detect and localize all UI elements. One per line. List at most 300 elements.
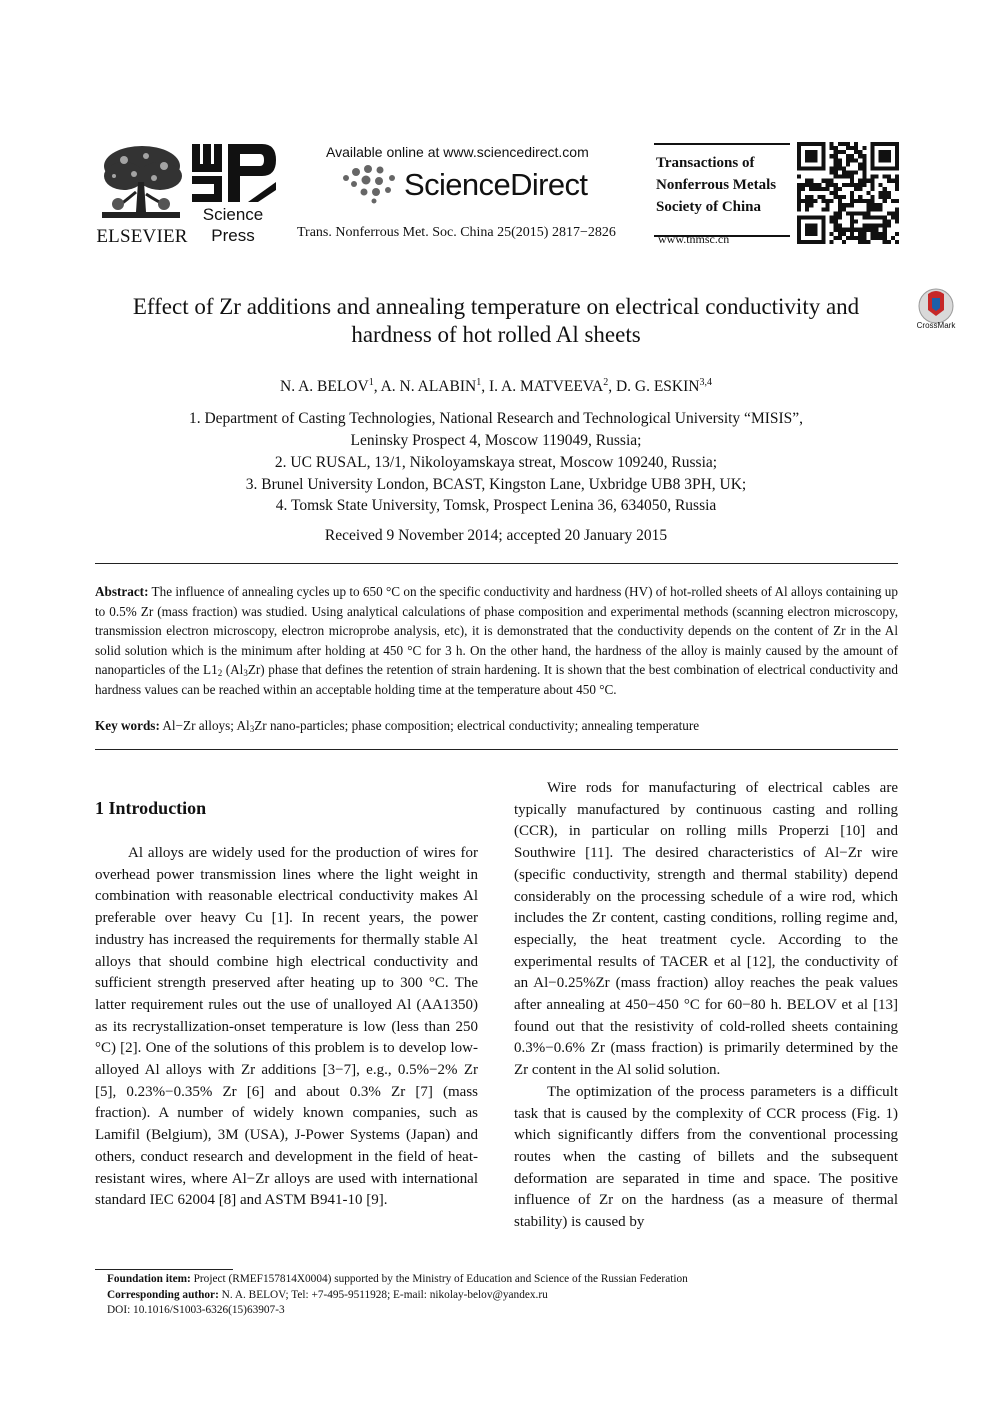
qr-module bbox=[862, 154, 866, 158]
keywords-label: Key words: bbox=[95, 718, 160, 733]
qr-module bbox=[838, 187, 842, 191]
qr-module bbox=[879, 215, 883, 219]
affiliation-line: 3. Brunel University London, BCAST, Kingston Lane, Uxbridge UB8 3PH, UK; bbox=[245, 476, 747, 493]
abstract-subscript: 3 bbox=[243, 668, 248, 678]
qr-module bbox=[870, 207, 874, 211]
qr-module bbox=[891, 179, 895, 183]
qr-module bbox=[858, 183, 862, 187]
qr-module bbox=[883, 187, 887, 191]
qr-module bbox=[838, 158, 842, 162]
qr-module bbox=[883, 232, 887, 236]
qr-module bbox=[862, 162, 866, 166]
qr-module bbox=[850, 224, 854, 228]
qr-module bbox=[838, 211, 842, 215]
qr-module bbox=[870, 232, 874, 236]
qr-module bbox=[834, 236, 838, 240]
qr-module bbox=[862, 179, 866, 183]
qr-module bbox=[838, 150, 842, 154]
qr-module bbox=[883, 215, 887, 219]
foundation-text: Project (RMEF157814X0004) supported by the Ministry of Education and Science of the Russian Federation bbox=[190, 1273, 688, 1285]
qr-module bbox=[866, 224, 870, 228]
qr-module bbox=[895, 199, 899, 203]
qr-module bbox=[858, 187, 862, 191]
qr-module bbox=[850, 236, 854, 240]
article-title-line-2: hardness of hot rolled Al sheets bbox=[351, 322, 641, 347]
qr-module bbox=[846, 175, 850, 179]
science-press-line2: Press bbox=[211, 226, 255, 245]
qr-module bbox=[879, 224, 883, 228]
science-press-line1: Science bbox=[202, 205, 264, 224]
qr-module bbox=[821, 199, 825, 203]
abstract-label: Abstract: bbox=[95, 584, 149, 599]
qr-module bbox=[834, 220, 838, 224]
author-list: N. A. BELOV$^1$, A. N. ALABIN$^1$, I. A. MATVEEVA$^2$, D. G. ESKIN$^{3,4}$ bbox=[280, 377, 712, 395]
abstract-text: Zr) phase that defines the retention of strain hardening. It is shown that the best combination of electrical conductivity and hardness values can be reached within an acceptable holding time at the temperature about 450 °C. bbox=[95, 662, 898, 697]
qr-module bbox=[826, 183, 830, 187]
qr-module bbox=[862, 211, 866, 215]
qr-module bbox=[838, 236, 842, 240]
footnote-divider bbox=[95, 1269, 233, 1270]
qr-module bbox=[866, 203, 870, 207]
qr-module bbox=[854, 183, 858, 187]
qr-module bbox=[842, 175, 846, 179]
qr-module bbox=[891, 199, 895, 203]
author-affiliation-mark: 1 bbox=[476, 377, 482, 388]
qr-code-icon bbox=[797, 142, 899, 244]
qr-module bbox=[834, 187, 838, 191]
author-name: D. G. ESKIN bbox=[615, 378, 700, 395]
qr-module bbox=[834, 154, 838, 158]
qr-module bbox=[838, 232, 842, 236]
qr-module bbox=[862, 166, 866, 170]
qr-module bbox=[854, 236, 858, 240]
qr-module bbox=[813, 187, 817, 191]
qr-module bbox=[854, 171, 858, 175]
qr-module bbox=[834, 166, 838, 170]
qr-module bbox=[875, 215, 879, 219]
qr-module bbox=[875, 207, 879, 211]
qr-module bbox=[850, 203, 854, 207]
author-name: I. A. MATVEEVA bbox=[488, 378, 604, 395]
qr-module bbox=[870, 175, 874, 179]
qr-module bbox=[830, 166, 834, 170]
author-name: N. A. BELOV bbox=[280, 378, 369, 395]
affiliation-line: 1. Department of Casting Technologies, National Research and Technological University “MISIS”, bbox=[188, 410, 804, 427]
qr-module bbox=[883, 240, 887, 244]
qr-module bbox=[830, 146, 834, 150]
corresponding-footnote bbox=[107, 1288, 887, 1304]
qr-module bbox=[875, 203, 879, 207]
qr-module bbox=[801, 183, 805, 187]
foundation-label: Foundation item: bbox=[107, 1273, 191, 1285]
qr-module bbox=[838, 166, 842, 170]
qr-module bbox=[870, 236, 874, 240]
author-affiliation-mark: 3,4 bbox=[699, 377, 712, 388]
qr-module bbox=[895, 211, 899, 215]
qr-module bbox=[858, 236, 862, 240]
footnotes bbox=[107, 1272, 887, 1319]
qr-module bbox=[797, 195, 801, 199]
qr-module bbox=[846, 171, 850, 175]
divider-top bbox=[95, 563, 898, 564]
qr-module bbox=[834, 195, 838, 199]
qr-module bbox=[834, 175, 838, 179]
qr-module bbox=[862, 236, 866, 240]
qr-module bbox=[842, 142, 846, 146]
qr-module bbox=[887, 224, 891, 228]
journal-name-line-2: Nonferrous Metals bbox=[656, 177, 777, 193]
qr-module bbox=[858, 211, 862, 215]
qr-module bbox=[887, 175, 891, 179]
qr-module bbox=[887, 191, 891, 195]
qr-module bbox=[862, 199, 866, 203]
qr-module bbox=[866, 179, 870, 183]
keywords-subscript: 3 bbox=[249, 724, 255, 734]
qr-module bbox=[887, 220, 891, 224]
qr-module bbox=[879, 195, 883, 199]
divider-bottom bbox=[95, 749, 898, 750]
body-paragraph: Al alloys are widely used for the production of wires for overhead power transmission lines where the light weight in combination with reasonable electrical conductivity makes Al preferable over heavy Cu [1]. In recent years, the power industry has increased the requirements for thermally stable Al alloys that should combine high electrical conductivity and sufficient strength preserved after heating up to 300 °C. The latter requirement rules out the use of unalloyed Al (AA1350) as its recrystallization-onset temperature is low (less than 250 °C) [2]. One of the solutions of this problem is to develop low-alloyed Al alloys with Zr additions [3−7], e.g., 0.5%−2% Zr [5], 0.23%−0.35% Zr [6] and about 0.3% Zr [7] (mass fraction). A number of widely known companies, such as Lamifil (Belgium), 3M (USA), J-Power Systems (Japan) and others, conduct research and development in the field of heat-resistant wires, where Al−Zr alloys are used with international standard IEC 62004 [8] and ASTM B941-10 [9]. bbox=[95, 845, 478, 1209]
qr-module bbox=[850, 154, 854, 158]
qr-module bbox=[826, 207, 830, 211]
journal-name-line-3: Society of China bbox=[656, 199, 761, 215]
qr-module bbox=[883, 191, 887, 195]
qr-module bbox=[830, 183, 834, 187]
qr-module bbox=[870, 195, 874, 199]
affiliation-line: Leninsky Prospect 4, Moscow 119049, Russia; bbox=[350, 432, 642, 449]
qr-module bbox=[854, 211, 858, 215]
qr-module bbox=[838, 195, 842, 199]
qr-module bbox=[830, 240, 834, 244]
qr-module bbox=[883, 236, 887, 240]
qr-module bbox=[838, 228, 842, 232]
qr-module bbox=[826, 199, 830, 203]
qr-module bbox=[838, 199, 842, 203]
qr-module bbox=[879, 191, 883, 195]
qr-module bbox=[809, 183, 813, 187]
qr-module bbox=[850, 220, 854, 224]
qr-module bbox=[846, 236, 850, 240]
qr-module bbox=[858, 166, 862, 170]
qr-module bbox=[858, 154, 862, 158]
qr-module bbox=[846, 142, 850, 146]
elsevier-logo-text: ELSEVIER bbox=[96, 226, 188, 247]
qr-module bbox=[838, 207, 842, 211]
qr-module bbox=[821, 187, 825, 191]
article-title-line-1: Effect of Zr additions and annealing temperature on electrical conductivity and bbox=[132, 294, 860, 319]
qr-module bbox=[858, 232, 862, 236]
qr-module bbox=[846, 183, 850, 187]
qr-module bbox=[846, 211, 850, 215]
qr-module bbox=[842, 195, 846, 199]
qr-module bbox=[883, 228, 887, 232]
qr-module bbox=[801, 199, 805, 203]
qr-module bbox=[870, 179, 874, 183]
qr-module bbox=[834, 183, 838, 187]
qr-module bbox=[883, 224, 887, 228]
qr-module bbox=[895, 215, 899, 219]
qr-module bbox=[797, 191, 801, 195]
qr-module bbox=[826, 179, 830, 183]
qr-module bbox=[858, 199, 862, 203]
qr-module bbox=[842, 171, 846, 175]
qr-module bbox=[854, 146, 858, 150]
qr-module bbox=[797, 203, 801, 207]
journal-url-link[interactable]: www.tnmsc.cn bbox=[658, 232, 730, 246]
qr-module bbox=[858, 150, 862, 154]
qr-module bbox=[830, 220, 834, 224]
crossmark-label: CrossMark bbox=[916, 321, 956, 330]
qr-module bbox=[895, 175, 899, 179]
qr-module bbox=[862, 215, 866, 219]
qr-module bbox=[834, 228, 838, 232]
corresponding-text: N. A. BELOV; Tel: +7-495-9511928; E-mail: nikolay-belov@yandex.ru bbox=[218, 1288, 548, 1301]
qr-module bbox=[862, 232, 866, 236]
qr-module bbox=[834, 158, 838, 162]
qr-module bbox=[895, 232, 899, 236]
corresponding-label: Corresponding author: bbox=[107, 1288, 219, 1301]
qr-module bbox=[866, 191, 870, 195]
qr-module bbox=[891, 215, 895, 219]
qr-module bbox=[834, 146, 838, 150]
qr-module bbox=[850, 175, 854, 179]
qr-module bbox=[805, 183, 809, 187]
keywords bbox=[95, 716, 898, 736]
qr-module bbox=[870, 183, 874, 187]
left-column bbox=[95, 843, 478, 1212]
qr-module bbox=[842, 228, 846, 232]
qr-module bbox=[809, 195, 813, 199]
qr-module bbox=[805, 203, 809, 207]
qr-module bbox=[887, 211, 891, 215]
qr-module bbox=[858, 195, 862, 199]
qr-module bbox=[875, 236, 879, 240]
qr-module bbox=[887, 240, 891, 244]
qr-module bbox=[813, 183, 817, 187]
qr-module bbox=[854, 158, 858, 162]
qr-module bbox=[850, 195, 854, 199]
qr-module bbox=[842, 240, 846, 244]
abstract-text: The influence of annealing cycles up to 650 °C on the specific conductivity and hardness (HV) of hot-rolled sheets of Al alloys containing up to 0.5% Zr (mass fraction) was studied. Using analytical calculations of phase composition and experimental methods (scanning electron microscopy, transmission electron microscopy, electron microprobe analysis, etc), it is demonstrated that the conductivity depends on the content of Zr in the Al solid solution which is the minimum after holding at 450 °C for 3 h. On the other hand, the hardness of the alloy is mainly caused by the amount of nanoparticles of the L1 bbox=[95, 584, 898, 677]
affiliation-line: 2. UC RUSAL, 13/1, Nikoloyamskaya streat, Moscow 109240, Russia; bbox=[274, 454, 718, 471]
qr-module bbox=[870, 187, 874, 191]
qr-module bbox=[875, 224, 879, 228]
qr-module bbox=[891, 211, 895, 215]
qr-module bbox=[850, 158, 854, 162]
qr-module bbox=[801, 187, 805, 191]
qr-module bbox=[854, 150, 858, 154]
abstract-subscript: 2 bbox=[217, 668, 223, 678]
qr-module bbox=[842, 203, 846, 207]
qr-module bbox=[854, 199, 858, 203]
qr-module bbox=[866, 240, 870, 244]
qr-module bbox=[805, 179, 809, 183]
qr-module bbox=[834, 191, 838, 195]
qr-module bbox=[805, 199, 809, 203]
qr-module bbox=[846, 162, 850, 166]
qr-module bbox=[875, 232, 879, 236]
qr-module bbox=[846, 228, 850, 232]
qr-module bbox=[838, 224, 842, 228]
qr-module bbox=[883, 220, 887, 224]
foundation-footnote bbox=[107, 1272, 887, 1288]
author-name: A. N. ALABIN bbox=[380, 378, 477, 395]
keywords-text: Al−Zr alloys; Al bbox=[159, 718, 250, 733]
qr-module bbox=[862, 171, 866, 175]
elsevier-tree-icon bbox=[94, 142, 188, 228]
author-affiliation-mark: 2 bbox=[603, 377, 609, 388]
qr-module bbox=[858, 179, 862, 183]
qr-module bbox=[842, 232, 846, 236]
qr-module bbox=[870, 215, 874, 219]
qr-module bbox=[858, 162, 862, 166]
qr-module bbox=[830, 232, 834, 236]
qr-module bbox=[854, 220, 858, 224]
qr-module bbox=[858, 228, 862, 232]
qr-module bbox=[797, 199, 801, 203]
sciencedirect-wordmark: ScienceDirect bbox=[404, 167, 588, 202]
qr-module bbox=[838, 142, 842, 146]
qr-module bbox=[883, 195, 887, 199]
qr-module bbox=[821, 207, 825, 211]
qr-module bbox=[883, 175, 887, 179]
qr-module bbox=[862, 228, 866, 232]
abstract bbox=[95, 582, 898, 699]
qr-module bbox=[817, 183, 821, 187]
qr-module bbox=[850, 146, 854, 150]
qr-module bbox=[842, 150, 846, 154]
qr-module bbox=[805, 195, 809, 199]
qr-module bbox=[862, 224, 866, 228]
qr-module bbox=[830, 142, 834, 146]
qr-module bbox=[797, 207, 801, 211]
qr-module bbox=[883, 199, 887, 203]
qr-module bbox=[838, 175, 842, 179]
body-paragraph: The optimization of the process parameters is a difficult task that is caused by the complexity of CCR process (Fig. 1) which significantly differs from the conventional processing routes when the casting of billets and the subsequent deformation are separated in time and space. The positive influence of Zr on the hardness (as a measure of thermal stability) is caused by bbox=[514, 1083, 898, 1231]
qr-module bbox=[809, 199, 813, 203]
qr-module bbox=[879, 236, 883, 240]
qr-module bbox=[830, 179, 834, 183]
qr-module bbox=[842, 183, 846, 187]
doi-link[interactable]: DOI: 10.1016/S1003-6326(15)63907-3 bbox=[107, 1304, 285, 1316]
available-online-link[interactable]: Available online at www.sciencedirect.com bbox=[326, 144, 589, 160]
qr-module bbox=[850, 171, 854, 175]
qr-module bbox=[842, 166, 846, 170]
qr-module bbox=[854, 228, 858, 232]
body-paragraph: Wire rods for manufacturing of electrical cables are typically manufactured by continuous casting and rolling (CCR), in particular on rolling mills Properzi [10] and Southwire [11]. The desired characteristics of Al−Zr wire (specific conductivity, strength and thermal stability) depend considerably on the processing schedule of a wire rod, which includes the Zr content, casting conditions, rolling regime and, especially, the heat treatment cycle. According to the experimental results of TACER et al [12], the conductivity of an Al−0.25%Zr (mass fraction) alloy reaches the peak values after annealing at 450−450 °C for 60−80 h. BELOV et al [13] found out that the resistivity of cold-rolled sheets containing 0.3%−0.6% Zr (mass fraction) is primarily determined by the Zr content in the Al solid solution. bbox=[514, 780, 898, 1079]
journal-name-line-1: Transactions of bbox=[656, 155, 755, 171]
abstract-text: (Al bbox=[222, 662, 244, 677]
qr-module bbox=[875, 175, 879, 179]
right-column bbox=[514, 778, 898, 1234]
qr-module bbox=[866, 215, 870, 219]
qr-module bbox=[809, 203, 813, 207]
qr-module bbox=[850, 215, 854, 219]
qr-module bbox=[817, 195, 821, 199]
article-title bbox=[70, 293, 922, 349]
qr-module bbox=[830, 199, 834, 203]
qr-module bbox=[854, 187, 858, 191]
qr-module bbox=[866, 199, 870, 203]
qr-module bbox=[895, 240, 899, 244]
qr-module bbox=[854, 142, 858, 146]
qr-module bbox=[850, 191, 854, 195]
qr-module bbox=[870, 224, 874, 228]
qr-module bbox=[895, 187, 899, 191]
qr-module bbox=[838, 203, 842, 207]
qr-module bbox=[879, 203, 883, 207]
qr-module bbox=[797, 183, 801, 187]
qr-module bbox=[826, 187, 830, 191]
qr-module bbox=[891, 236, 895, 240]
qr-module bbox=[866, 228, 870, 232]
author-affiliation-mark: 1 bbox=[368, 377, 374, 388]
qr-module bbox=[850, 211, 854, 215]
science-press-icon bbox=[192, 142, 278, 206]
journal-name-box bbox=[654, 143, 790, 237]
qr-module bbox=[830, 171, 834, 175]
qr-module bbox=[895, 207, 899, 211]
qr-module bbox=[850, 183, 854, 187]
qr-module bbox=[866, 211, 870, 215]
qr-module bbox=[821, 179, 825, 183]
qr-module bbox=[870, 228, 874, 232]
qr-module bbox=[834, 171, 838, 175]
qr-module bbox=[879, 232, 883, 236]
qr-module bbox=[834, 162, 838, 166]
qr-module bbox=[850, 179, 854, 183]
qr-module bbox=[895, 183, 899, 187]
section-heading: 1 Introduction bbox=[95, 798, 207, 818]
qr-module bbox=[862, 175, 866, 179]
affiliation-line: 4. Tomsk State University, Tomsk, Prospect Lenina 36, 634050, Russia bbox=[275, 497, 717, 514]
qr-module bbox=[838, 215, 842, 219]
qr-module bbox=[870, 199, 874, 203]
received-dates: Received 9 November 2014; accepted 20 January 2015 bbox=[324, 527, 668, 544]
qr-module bbox=[862, 240, 866, 244]
sciencedirect-dots-icon bbox=[340, 164, 402, 204]
qr-module bbox=[862, 183, 866, 187]
qr-module bbox=[834, 224, 838, 228]
qr-module bbox=[879, 207, 883, 211]
qr-module bbox=[830, 191, 834, 195]
qr-module bbox=[850, 199, 854, 203]
qr-module bbox=[846, 203, 850, 207]
qr-module bbox=[875, 228, 879, 232]
qr-module bbox=[846, 146, 850, 150]
qr-module bbox=[838, 162, 842, 166]
qr-module bbox=[846, 158, 850, 162]
qr-module bbox=[850, 228, 854, 232]
qr-module bbox=[895, 179, 899, 183]
qr-module bbox=[862, 146, 866, 150]
qr-module bbox=[797, 187, 801, 191]
qr-module bbox=[809, 187, 813, 191]
qr-module bbox=[826, 203, 830, 207]
qr-module bbox=[879, 183, 883, 187]
qr-module bbox=[842, 207, 846, 211]
qr-module bbox=[850, 232, 854, 236]
qr-module bbox=[862, 158, 866, 162]
qr-module bbox=[858, 240, 862, 244]
qr-module bbox=[809, 179, 813, 183]
qr-module bbox=[821, 195, 825, 199]
qr-module bbox=[817, 187, 821, 191]
qr-module bbox=[870, 203, 874, 207]
qr-module bbox=[834, 215, 838, 219]
qr-module bbox=[866, 207, 870, 211]
qr-module bbox=[834, 150, 838, 154]
